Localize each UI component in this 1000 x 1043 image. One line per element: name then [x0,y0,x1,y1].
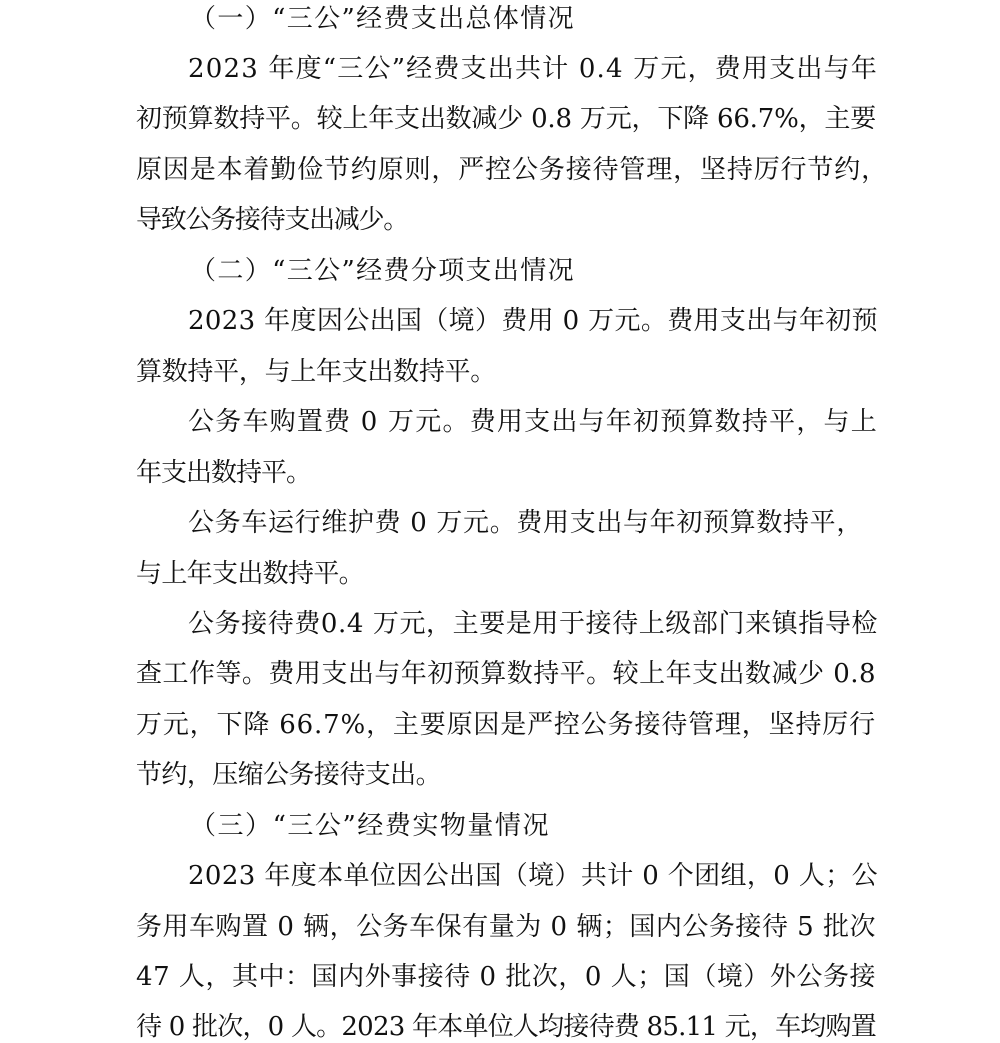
paragraph-line: 待 0 批次，0 人。2023 年本单位人均接待费 85.11 元，车均购置 [136,1012,876,1042]
section-heading-overall: （一）“三公”经费支出总体情况 [190,4,575,34]
section-heading-physical: （三）“三公”经费实物量情况 [190,811,550,841]
paragraph-line: 导致公务接待支出减少。 [136,205,408,235]
paragraph-line: 初预算数持平。较上年支出数减少 0.8 万元，下降 66.7%，主要 [136,104,876,134]
paragraph-line: 2023 年度因公出国（境）费用 0 万元。费用支出与年初预 [188,306,878,336]
paragraph-line: 47 人，其中：国内外事接待 0 批次，0 人；国（境）外公务接 [136,962,876,992]
paragraph-line: 年支出数持平。 [136,458,311,488]
paragraph-line: 原因是本着勤俭节约原则，严控公务接待管理，坚持厉行节约， [136,155,888,185]
paragraph-line: 公务车运行维护费 0 万元。费用支出与年初预算数持平， [188,508,863,538]
paragraph-line: 2023 年度“三公”经费支出共计 0.4 万元，费用支出与年 [188,54,878,84]
paragraph-line: 2023 年度本单位因公出国（境）共计 0 个团组，0 人；公 [188,861,878,891]
section-heading-itemized: （二）“三公”经费分项支出情况 [190,256,575,286]
paragraph-line: 务用车购置 0 辆，公务车保有量为 0 辆；国内公务接待 5 批次 [136,912,876,942]
paragraph-line: 公务接待费0.4 万元，主要是用于接待上级部门来镇指导检 [188,609,878,639]
paragraph-line: 查工作等。费用支出与年初预算数持平。较上年支出数减少 0.8 [136,659,876,689]
paragraph-line: 算数持平，与上年支出数持平。 [136,357,496,387]
paragraph-line: 万元，下降 66.7%，主要原因是严控公务接待管理，坚持厉行 [136,710,876,740]
paragraph-line: 与上年支出数持平。 [136,559,364,589]
paragraph-line: 公务车购置费 0 万元。费用支出与年初预算数持平，与上 [188,407,878,437]
paragraph-line: 节约，压缩公务接待支出。 [136,760,441,790]
